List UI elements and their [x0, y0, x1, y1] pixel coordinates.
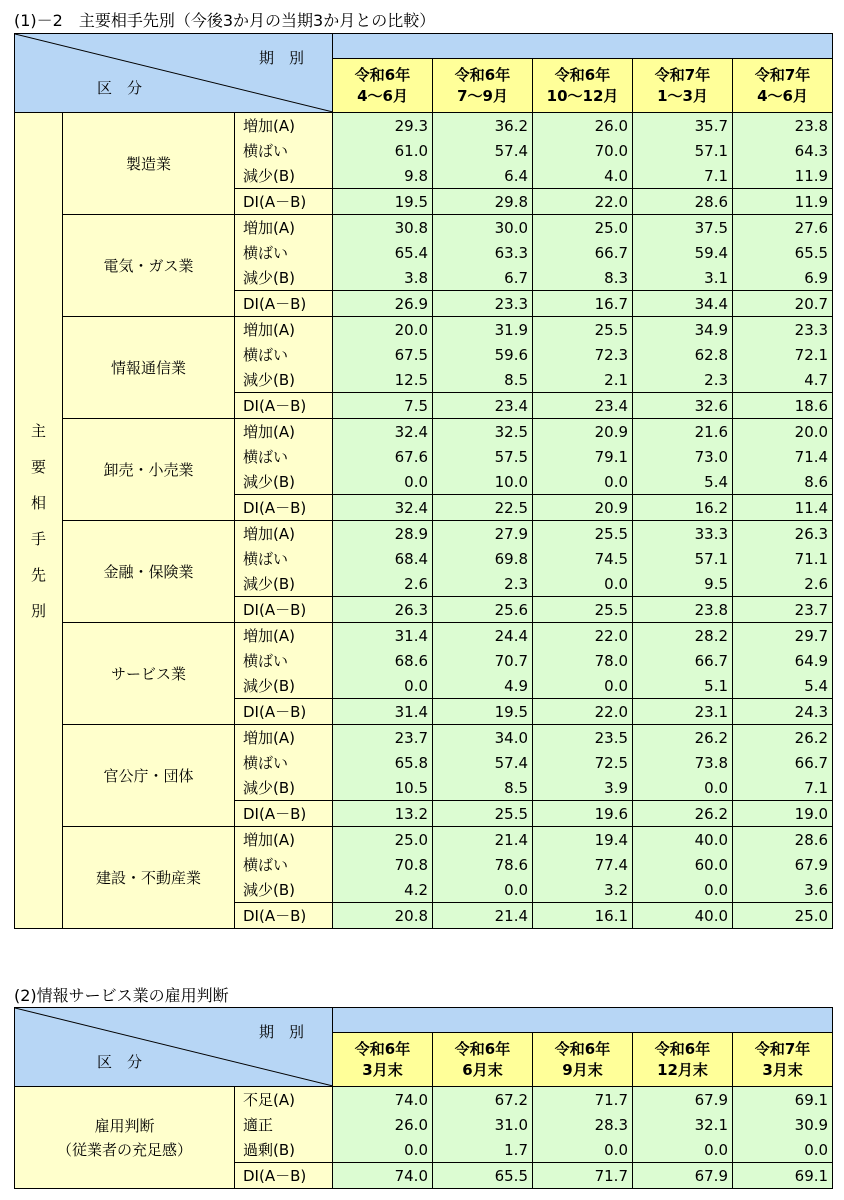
- value-cell: 4.0: [533, 163, 633, 189]
- period-header-1: [333, 1033, 433, 1087]
- value-cell: 23.3: [433, 291, 533, 317]
- value-cell: 11.4: [733, 495, 833, 521]
- period-header-5: [733, 1033, 833, 1087]
- value-cell: 34.4: [633, 291, 733, 317]
- value-cell: 0.0: [333, 1137, 433, 1163]
- row-label: 横ばい: [235, 648, 333, 673]
- value-cell: 9.5: [633, 571, 733, 597]
- period-range: 3月末: [762, 1060, 803, 1079]
- value-cell: 57.4: [433, 750, 533, 775]
- value-cell: 72.1: [733, 342, 833, 367]
- value-cell: 74.5: [533, 546, 633, 571]
- value-cell: 29.8: [433, 189, 533, 215]
- table-row: [15, 725, 833, 751]
- value-cell: 57.1: [633, 138, 733, 163]
- value-cell: 35.7: [633, 113, 733, 139]
- value-cell: 59.4: [633, 240, 733, 265]
- value-cell: 25.0: [533, 215, 633, 241]
- value-cell: 68.4: [333, 546, 433, 571]
- value-cell: 27.9: [433, 521, 533, 547]
- table1-title: (1)－2 主要相手先別（今後3か月の当期3か月との比較）: [14, 11, 436, 30]
- value-cell: 78.0: [533, 648, 633, 673]
- value-cell: 27.6: [733, 215, 833, 241]
- value-cell: 23.8: [633, 597, 733, 623]
- value-cell: 21.4: [433, 827, 533, 853]
- value-cell: 0.0: [433, 877, 533, 903]
- value-cell: 22.0: [533, 699, 633, 725]
- value-cell: 28.3: [533, 1112, 633, 1137]
- value-cell: 8.5: [433, 367, 533, 393]
- row-label: 増加(A): [235, 725, 333, 751]
- value-cell: 65.4: [333, 240, 433, 265]
- value-cell: 73.8: [633, 750, 733, 775]
- period-year: 令和6年: [454, 1039, 511, 1058]
- value-cell: 0.0: [733, 1137, 833, 1163]
- value-cell: 28.6: [733, 827, 833, 853]
- table-row: [15, 113, 833, 139]
- value-cell: 65.5: [733, 240, 833, 265]
- value-cell: 78.6: [433, 852, 533, 877]
- value-cell: 5.4: [733, 673, 833, 699]
- value-cell: 22.0: [533, 189, 633, 215]
- period-range: 7～9月: [457, 86, 508, 105]
- value-cell: 26.3: [333, 597, 433, 623]
- value-cell: 23.8: [733, 113, 833, 139]
- table2-title: (2)情報サービス業の雇用判断: [14, 986, 229, 1005]
- row-label: DI(A－B): [235, 1163, 333, 1189]
- value-cell: 25.5: [433, 801, 533, 827]
- value-cell: 16.2: [633, 495, 733, 521]
- value-cell: 63.3: [433, 240, 533, 265]
- category-line: （従業者の充足感）: [56, 1140, 192, 1159]
- value-cell: 23.3: [733, 317, 833, 343]
- period-range: 10～12月: [546, 86, 619, 105]
- value-cell: 3.9: [533, 775, 633, 801]
- industry-label: 卸売・小売業: [63, 419, 235, 521]
- table-row: [15, 623, 833, 649]
- value-cell: 71.7: [533, 1087, 633, 1113]
- value-cell: 57.4: [433, 138, 533, 163]
- period-year: 令和6年: [354, 1039, 411, 1058]
- value-cell: 20.7: [733, 291, 833, 317]
- period-range: 4～6月: [357, 86, 408, 105]
- value-cell: 21.6: [633, 419, 733, 445]
- value-cell: 10.0: [433, 469, 533, 495]
- row-label: 増加(A): [235, 623, 333, 649]
- row-label: 横ばい: [235, 240, 333, 265]
- row-label: 増加(A): [235, 827, 333, 853]
- row-label: 横ばい: [235, 546, 333, 571]
- industry-label: 建設・不動産業: [63, 827, 235, 929]
- industry-label: 金融・保険業: [63, 521, 235, 623]
- value-cell: 0.0: [633, 877, 733, 903]
- row-label: 減少(B): [235, 367, 333, 393]
- period-year: 令和6年: [354, 65, 411, 84]
- value-cell: 28.2: [633, 623, 733, 649]
- value-cell: 25.5: [533, 521, 633, 547]
- value-cell: 11.9: [733, 163, 833, 189]
- row-label: 横ばい: [235, 342, 333, 367]
- value-cell: 67.9: [633, 1087, 733, 1113]
- row-label: DI(A－B): [235, 903, 333, 929]
- value-cell: 60.0: [633, 852, 733, 877]
- value-cell: 20.0: [733, 419, 833, 445]
- value-cell: 32.5: [433, 419, 533, 445]
- corner-category-label: 区 分: [97, 1053, 143, 1071]
- value-cell: 20.9: [533, 495, 633, 521]
- value-cell: 65.5: [433, 1163, 533, 1189]
- period-range: 3月末: [362, 1060, 403, 1079]
- period-range: 9月末: [562, 1060, 603, 1079]
- value-cell: 70.8: [333, 852, 433, 877]
- value-cell: 26.3: [733, 521, 833, 547]
- value-cell: 74.0: [333, 1087, 433, 1113]
- row-label: 減少(B): [235, 877, 333, 903]
- value-cell: 23.1: [633, 699, 733, 725]
- value-cell: 77.4: [533, 852, 633, 877]
- industry-label: サービス業: [63, 623, 235, 725]
- value-cell: 29.3: [333, 113, 433, 139]
- value-cell: 25.6: [433, 597, 533, 623]
- category-line: 雇用判断: [94, 1116, 155, 1135]
- value-cell: 25.5: [533, 317, 633, 343]
- industry-label: 電気・ガス業: [63, 215, 235, 317]
- row-label: DI(A－B): [235, 495, 333, 521]
- value-cell: 69.1: [733, 1087, 833, 1113]
- row-label: 減少(B): [235, 775, 333, 801]
- row-label: 横ばい: [235, 444, 333, 469]
- value-cell: 31.9: [433, 317, 533, 343]
- period-year: 令和6年: [654, 1039, 711, 1058]
- value-cell: 59.6: [433, 342, 533, 367]
- value-cell: 3.6: [733, 877, 833, 903]
- value-cell: 11.9: [733, 189, 833, 215]
- value-cell: 26.2: [733, 725, 833, 751]
- table-row: [15, 317, 833, 343]
- value-cell: 19.6: [533, 801, 633, 827]
- period-year: 令和6年: [554, 1039, 611, 1058]
- period-header-1: [333, 59, 433, 113]
- value-cell: 24.4: [433, 623, 533, 649]
- period-range: 4～6月: [757, 86, 808, 105]
- value-cell: 23.7: [333, 725, 433, 751]
- value-cell: 33.3: [633, 521, 733, 547]
- value-cell: 20.8: [333, 903, 433, 929]
- value-cell: 8.6: [733, 469, 833, 495]
- value-cell: 2.1: [533, 367, 633, 393]
- industry-label: 情報通信業: [63, 317, 235, 419]
- value-cell: 70.0: [533, 138, 633, 163]
- value-cell: 37.5: [633, 215, 733, 241]
- value-cell: 18.6: [733, 393, 833, 419]
- value-cell: 70.7: [433, 648, 533, 673]
- row-label: 増加(A): [235, 215, 333, 241]
- row-label: 減少(B): [235, 265, 333, 291]
- value-cell: 66.7: [533, 240, 633, 265]
- row-label: DI(A－B): [235, 291, 333, 317]
- period-year: 令和7年: [754, 1039, 811, 1058]
- period-header-4: [633, 59, 733, 113]
- row-label: 横ばい: [235, 138, 333, 163]
- value-cell: 28.6: [633, 189, 733, 215]
- value-cell: 0.0: [533, 673, 633, 699]
- value-cell: 2.3: [633, 367, 733, 393]
- value-cell: 23.4: [533, 393, 633, 419]
- value-cell: 67.2: [433, 1087, 533, 1113]
- row-label: 適正: [235, 1112, 333, 1137]
- row-label: 横ばい: [235, 852, 333, 877]
- value-cell: 25.5: [533, 597, 633, 623]
- value-cell: 12.5: [333, 367, 433, 393]
- corner-diagonal-line: [15, 34, 333, 112]
- row-label: DI(A－B): [235, 801, 333, 827]
- value-cell: 19.5: [433, 699, 533, 725]
- value-cell: 66.7: [633, 648, 733, 673]
- table-row: [15, 521, 833, 547]
- value-cell: 8.3: [533, 265, 633, 291]
- main-category-char: 別: [30, 601, 46, 620]
- row-label: DI(A－B): [235, 189, 333, 215]
- period-year: 令和7年: [754, 65, 811, 84]
- period-range: 12月末: [657, 1060, 708, 1079]
- value-cell: 2.6: [333, 571, 433, 597]
- value-cell: 0.0: [633, 775, 733, 801]
- value-cell: 4.9: [433, 673, 533, 699]
- row-label: 減少(B): [235, 163, 333, 189]
- value-cell: 28.9: [333, 521, 433, 547]
- table-row: [15, 1087, 833, 1113]
- value-cell: 22.0: [533, 623, 633, 649]
- value-cell: 7.1: [733, 775, 833, 801]
- period-band: [333, 1008, 833, 1033]
- value-cell: 57.1: [633, 546, 733, 571]
- value-cell: 0.0: [533, 571, 633, 597]
- category-label: [15, 1087, 235, 1189]
- value-cell: 40.0: [633, 827, 733, 853]
- value-cell: 67.6: [333, 444, 433, 469]
- value-cell: 24.3: [733, 699, 833, 725]
- industry-label: 製造業: [63, 113, 235, 215]
- row-label: 減少(B): [235, 673, 333, 699]
- value-cell: 20.9: [533, 419, 633, 445]
- value-cell: 57.5: [433, 444, 533, 469]
- value-cell: 64.9: [733, 648, 833, 673]
- value-cell: 2.3: [433, 571, 533, 597]
- value-cell: 65.8: [333, 750, 433, 775]
- value-cell: 61.0: [333, 138, 433, 163]
- value-cell: 79.1: [533, 444, 633, 469]
- table2: [14, 1007, 833, 1189]
- corner-period-label: 期 別: [258, 1023, 304, 1041]
- corner-diagonal: [15, 1008, 333, 1086]
- value-cell: 6.9: [733, 265, 833, 291]
- table1: [14, 33, 833, 929]
- value-cell: 6.7: [433, 265, 533, 291]
- table-row: [15, 827, 833, 853]
- value-cell: 21.4: [433, 903, 533, 929]
- value-cell: 19.4: [533, 827, 633, 853]
- value-cell: 68.6: [333, 648, 433, 673]
- period-year: 令和6年: [454, 65, 511, 84]
- value-cell: 66.7: [733, 750, 833, 775]
- period-header-3: [533, 59, 633, 113]
- period-range: 6月末: [462, 1060, 503, 1079]
- value-cell: 22.5: [433, 495, 533, 521]
- row-label: 過剰(B): [235, 1137, 333, 1163]
- value-cell: 4.2: [333, 877, 433, 903]
- corner-diagonal-line: [15, 1008, 333, 1086]
- value-cell: 26.2: [633, 725, 733, 751]
- value-cell: 3.8: [333, 265, 433, 291]
- value-cell: 16.1: [533, 903, 633, 929]
- value-cell: 73.0: [633, 444, 733, 469]
- row-label: DI(A－B): [235, 393, 333, 419]
- value-cell: 71.7: [533, 1163, 633, 1189]
- corner-period-label: 期 別: [259, 49, 305, 67]
- value-cell: 23.4: [433, 393, 533, 419]
- value-cell: 5.1: [633, 673, 733, 699]
- value-cell: 2.6: [733, 571, 833, 597]
- period-year: 令和6年: [554, 65, 611, 84]
- value-cell: 36.2: [433, 113, 533, 139]
- row-label: DI(A－B): [235, 699, 333, 725]
- value-cell: 19.5: [333, 189, 433, 215]
- period-header-2: [433, 59, 533, 113]
- value-cell: 9.8: [333, 163, 433, 189]
- value-cell: 64.3: [733, 138, 833, 163]
- value-cell: 34.0: [433, 725, 533, 751]
- main-category-char: 主: [30, 421, 46, 440]
- row-label: 増加(A): [235, 521, 333, 547]
- value-cell: 26.9: [333, 291, 433, 317]
- value-cell: 67.5: [333, 342, 433, 367]
- main-category-char: 相: [30, 493, 46, 512]
- value-cell: 25.0: [733, 903, 833, 929]
- row-label: 不足(A): [235, 1087, 333, 1113]
- value-cell: 69.1: [733, 1163, 833, 1189]
- row-label: 横ばい: [235, 750, 333, 775]
- value-cell: 31.4: [333, 623, 433, 649]
- value-cell: 67.9: [633, 1163, 733, 1189]
- period-range: 1～3月: [657, 86, 708, 105]
- value-cell: 32.4: [333, 419, 433, 445]
- value-cell: 25.0: [333, 827, 433, 853]
- value-cell: 74.0: [333, 1163, 433, 1189]
- value-cell: 19.0: [733, 801, 833, 827]
- row-label: 減少(B): [235, 571, 333, 597]
- value-cell: 20.0: [333, 317, 433, 343]
- value-cell: 0.0: [333, 469, 433, 495]
- value-cell: 71.4: [733, 444, 833, 469]
- row-label: 増加(A): [235, 317, 333, 343]
- value-cell: 5.4: [633, 469, 733, 495]
- table-row: [15, 215, 833, 241]
- row-label: DI(A－B): [235, 597, 333, 623]
- value-cell: 16.7: [533, 291, 633, 317]
- value-cell: 0.0: [633, 1137, 733, 1163]
- corner-header: [15, 34, 333, 113]
- value-cell: 1.7: [433, 1137, 533, 1163]
- value-cell: 26.0: [533, 113, 633, 139]
- value-cell: 23.7: [733, 597, 833, 623]
- period-header-2: [433, 1033, 533, 1087]
- value-cell: 72.3: [533, 342, 633, 367]
- value-cell: 30.9: [733, 1112, 833, 1137]
- value-cell: 0.0: [333, 673, 433, 699]
- value-cell: 40.0: [633, 903, 733, 929]
- value-cell: 30.0: [433, 215, 533, 241]
- period-year: 令和7年: [654, 65, 711, 84]
- value-cell: 67.9: [733, 852, 833, 877]
- period-header-3: [533, 1033, 633, 1087]
- value-cell: 0.0: [533, 469, 633, 495]
- value-cell: 13.2: [333, 801, 433, 827]
- main-category-char: 要: [30, 457, 46, 476]
- period-header-5: [733, 59, 833, 113]
- value-cell: 72.5: [533, 750, 633, 775]
- row-label: 減少(B): [235, 469, 333, 495]
- main-category-label: [15, 113, 63, 929]
- value-cell: 69.8: [433, 546, 533, 571]
- value-cell: 32.6: [633, 393, 733, 419]
- row-label: 増加(A): [235, 113, 333, 139]
- period-band: [333, 34, 833, 59]
- value-cell: 34.9: [633, 317, 733, 343]
- value-cell: 32.1: [633, 1112, 733, 1137]
- value-cell: 6.4: [433, 163, 533, 189]
- value-cell: 8.5: [433, 775, 533, 801]
- value-cell: 30.8: [333, 215, 433, 241]
- value-cell: 62.8: [633, 342, 733, 367]
- period-header-4: [633, 1033, 733, 1087]
- value-cell: 4.7: [733, 367, 833, 393]
- value-cell: 23.5: [533, 725, 633, 751]
- value-cell: 32.4: [333, 495, 433, 521]
- corner-diagonal: [15, 34, 333, 112]
- value-cell: 71.1: [733, 546, 833, 571]
- corner-header: [15, 1008, 333, 1087]
- value-cell: 7.5: [333, 393, 433, 419]
- value-cell: 3.1: [633, 265, 733, 291]
- value-cell: 31.4: [333, 699, 433, 725]
- main-category-char: 先: [30, 565, 46, 584]
- corner-category-label: 区 分: [97, 79, 143, 97]
- value-cell: 3.2: [533, 877, 633, 903]
- value-cell: 7.1: [633, 163, 733, 189]
- table-row: [15, 419, 833, 445]
- main-category-char: 手: [30, 529, 46, 548]
- industry-label: 官公庁・団体: [63, 725, 235, 827]
- row-label: 増加(A): [235, 419, 333, 445]
- value-cell: 31.0: [433, 1112, 533, 1137]
- value-cell: 0.0: [533, 1137, 633, 1163]
- value-cell: 29.7: [733, 623, 833, 649]
- value-cell: 26.0: [333, 1112, 433, 1137]
- value-cell: 26.2: [633, 801, 733, 827]
- value-cell: 10.5: [333, 775, 433, 801]
